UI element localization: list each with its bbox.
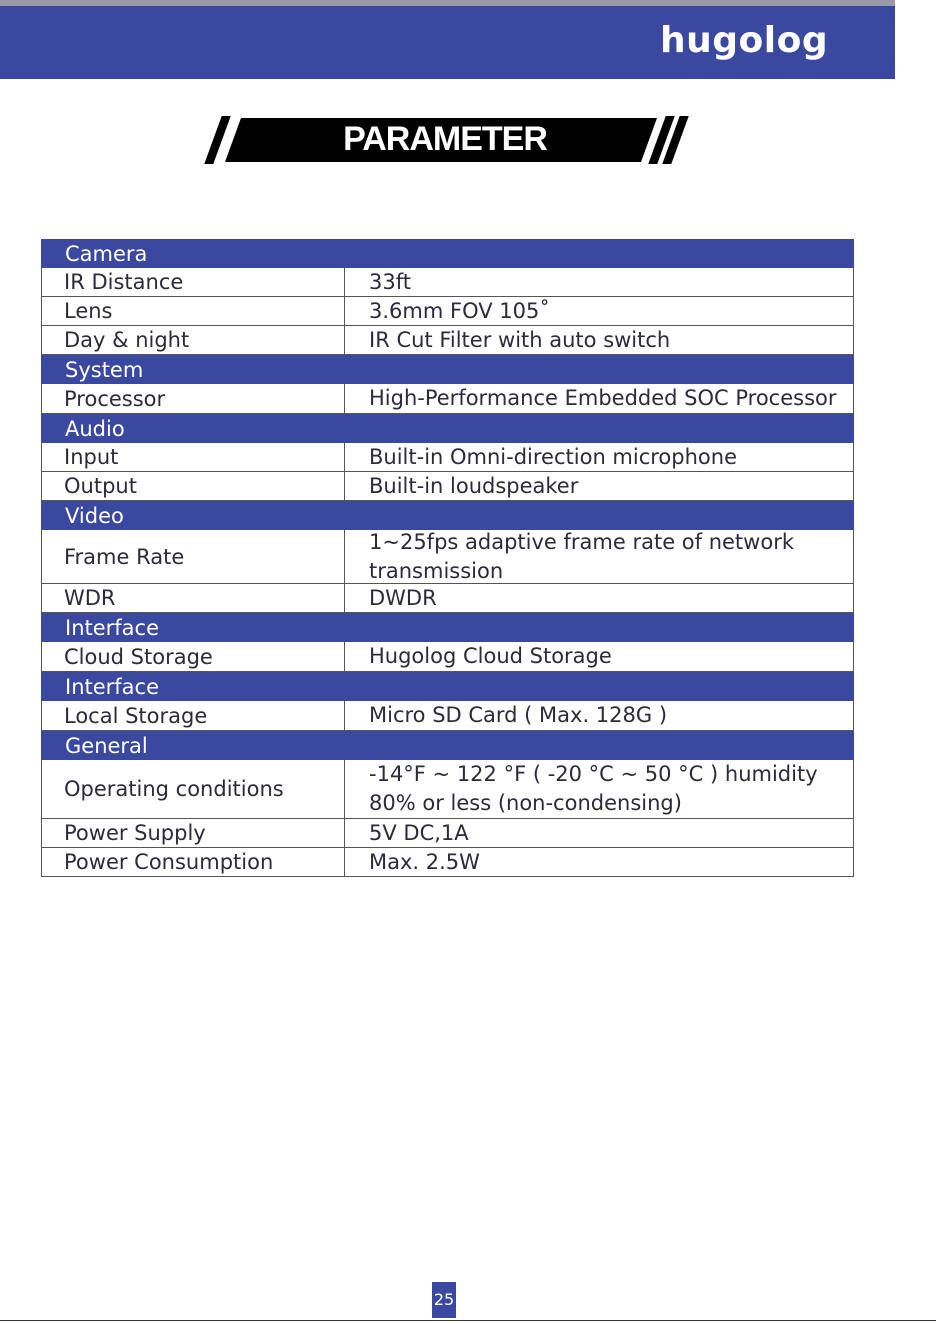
spec-row [41,701,854,731]
section-header-general: General [41,731,854,760]
spec-row [41,848,854,877]
page-number: 25 [432,1282,456,1318]
spec-table [41,239,854,877]
section-header-audio: Audio [41,414,854,443]
spec-value: 5V DC,1A [369,820,469,845]
spec-label: Cloud Storage [42,642,345,671]
title-banner [205,116,685,164]
spec-value: 3.6mm FOV 105˚ [369,298,550,323]
brand-logo: hugolog [660,20,829,61]
section-header-interface-local: Interface [41,672,854,701]
spec-label: Power Consumption [42,848,345,876]
spec-label: Local Storage [42,701,345,730]
spec-value: IR Cut Filter with auto switch [369,327,671,352]
spec-row [41,268,854,297]
page-title: PARAMETER [343,120,547,158]
spec-label: Power Supply [42,819,345,847]
section-header-interface-cloud: Interface [41,613,854,642]
spec-value: 33ft [369,269,411,294]
spec-row [41,297,854,326]
spec-row [41,443,854,472]
spec-row [41,530,854,584]
page-header [0,6,895,79]
spec-value: 1~25fps adaptive frame rate of network transmission [369,529,794,583]
spec-value: Built-in loudspeaker [369,473,579,498]
section-header-system: System [41,355,854,384]
spec-row [41,472,854,501]
spec-value: Built-in Omni-direction microphone [369,444,738,469]
spec-row [41,819,854,848]
spec-label: Day & night [42,326,345,354]
spec-label: Input [42,443,345,471]
spec-label: WDR [42,584,345,612]
spec-value: Hugolog Cloud Storage [369,644,612,668]
spec-label: IR Distance [42,268,345,296]
spec-label: Frame Rate [42,530,345,583]
spec-row [41,584,854,613]
spec-row [41,760,854,819]
spec-label: Processor [42,384,345,413]
spec-value: Micro SD Card ( Max. 128G ) [369,703,668,727]
spec-row [41,326,854,355]
section-header-video: Video [41,501,854,530]
spec-row [41,384,854,414]
spec-label: Lens [42,297,345,325]
bottom-rule [0,1320,936,1321]
spec-value: -14°F ~ 122 °F ( -20 °C ~ 50 °C ) humidity 80% or less (non-condensing) [369,762,818,815]
spec-value: High-Performance Embedded SOC Processor [369,386,837,410]
spec-label: Output [42,472,345,500]
spec-row [41,642,854,672]
section-header-camera: Camera [41,239,854,268]
spec-value: Max. 2.5W [369,849,480,874]
spec-value: DWDR [369,585,437,610]
spec-label: Operating conditions [42,760,345,818]
